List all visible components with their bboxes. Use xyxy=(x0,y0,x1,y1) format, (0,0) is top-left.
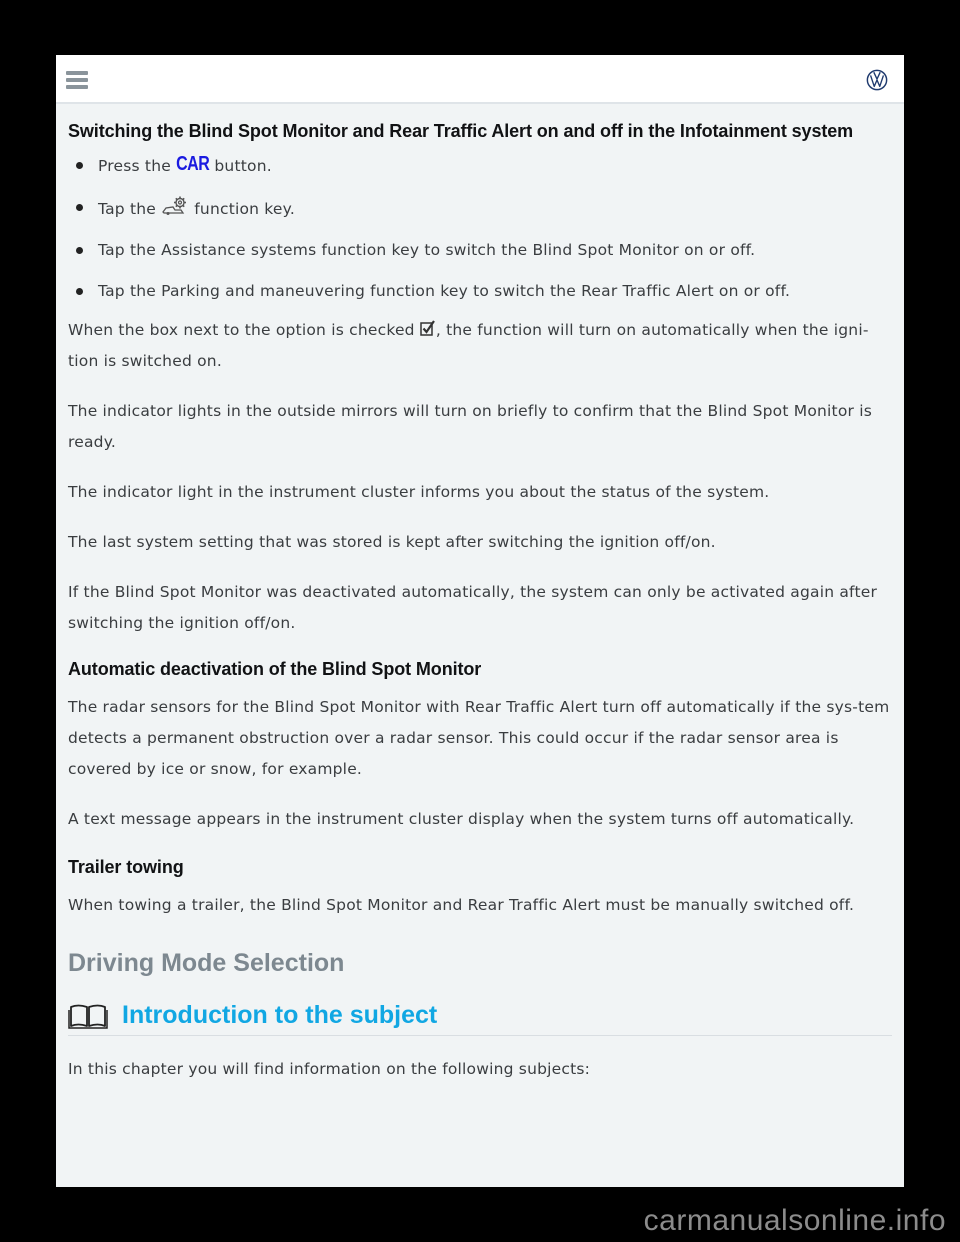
book-icon xyxy=(68,1001,108,1029)
bullet xyxy=(76,247,83,254)
paragraph: If the Blind Spot Monitor was deactivated automatically, the system can only be activated again after switching the ignition off/on. xyxy=(68,583,878,632)
car-button-icon: CAR xyxy=(176,153,210,175)
intro-heading-title: Introduction to the subject xyxy=(122,1001,438,1029)
chapter-title: Driving Mode Selection xyxy=(68,949,345,977)
section-heading-infotainment: Switching the Blind Spot Monitor and Rear Traffic Alert on and off in the Infotainment system xyxy=(68,121,854,141)
list-item: Press the CAR button. xyxy=(72,154,892,177)
paragraph: When towing a trailer, the Blind Spot Monitor and Rear Traffic Alert must be manually switched off. xyxy=(68,896,855,914)
list-item: Tap the Parking and maneuvering function key to switch the Rear Traffic Alert on or off. xyxy=(72,280,892,302)
paragraph: The indicator lights in the outside mirrors will turn on briefly to confirm that the Blind Spot Monitor is ready. xyxy=(68,402,872,451)
paragraph-checkbox: When the box next to the option is checked , the function will turn on automatically when the igni-tion is switched on. xyxy=(68,321,869,370)
vehicle-settings-gear-icon xyxy=(161,196,189,216)
paragraph: A text message appears in the instrument cluster display when the system turns off automatically. xyxy=(68,810,855,828)
paragraph: The radar sensors for the Blind Spot Monitor with Rear Traffic Alert turn off automatically if the sys-tem detects a permanent obstruction over a radar sensor. This could occur if the radar sensor area is covered by ice or snow, for example. xyxy=(68,698,890,778)
content xyxy=(56,104,904,1085)
list-item: Tap the function key. xyxy=(72,196,892,220)
vw-logo-icon[interactable] xyxy=(866,69,888,91)
manual-page xyxy=(56,55,904,1187)
bullet xyxy=(76,204,83,211)
section-heading-trailer-towing: Trailer towing xyxy=(68,857,184,877)
list-item: Tap the Assistance systems function key to switch the Blind Spot Monitor on or off. xyxy=(72,239,892,261)
steps-list xyxy=(68,154,892,302)
section-heading-automatic-deactivation: Automatic deactivation of the Blind Spot Monitor xyxy=(68,659,482,679)
bullet xyxy=(76,288,83,295)
bullet xyxy=(76,162,83,169)
paragraph: The indicator light in the instrument cluster informs you about the status of the system. xyxy=(68,483,770,501)
checkbox-checked-icon xyxy=(420,319,436,337)
top-bar xyxy=(56,55,904,104)
intro-paragraph: In this chapter you will find information on the following subjects: xyxy=(68,1060,591,1078)
hamburger-menu-icon[interactable] xyxy=(66,71,88,89)
paragraph: The last system setting that was stored is kept after switching the ignition off/on. xyxy=(68,533,716,551)
watermark: carmanualsonline.info xyxy=(643,1204,946,1237)
intro-heading xyxy=(68,999,892,1036)
